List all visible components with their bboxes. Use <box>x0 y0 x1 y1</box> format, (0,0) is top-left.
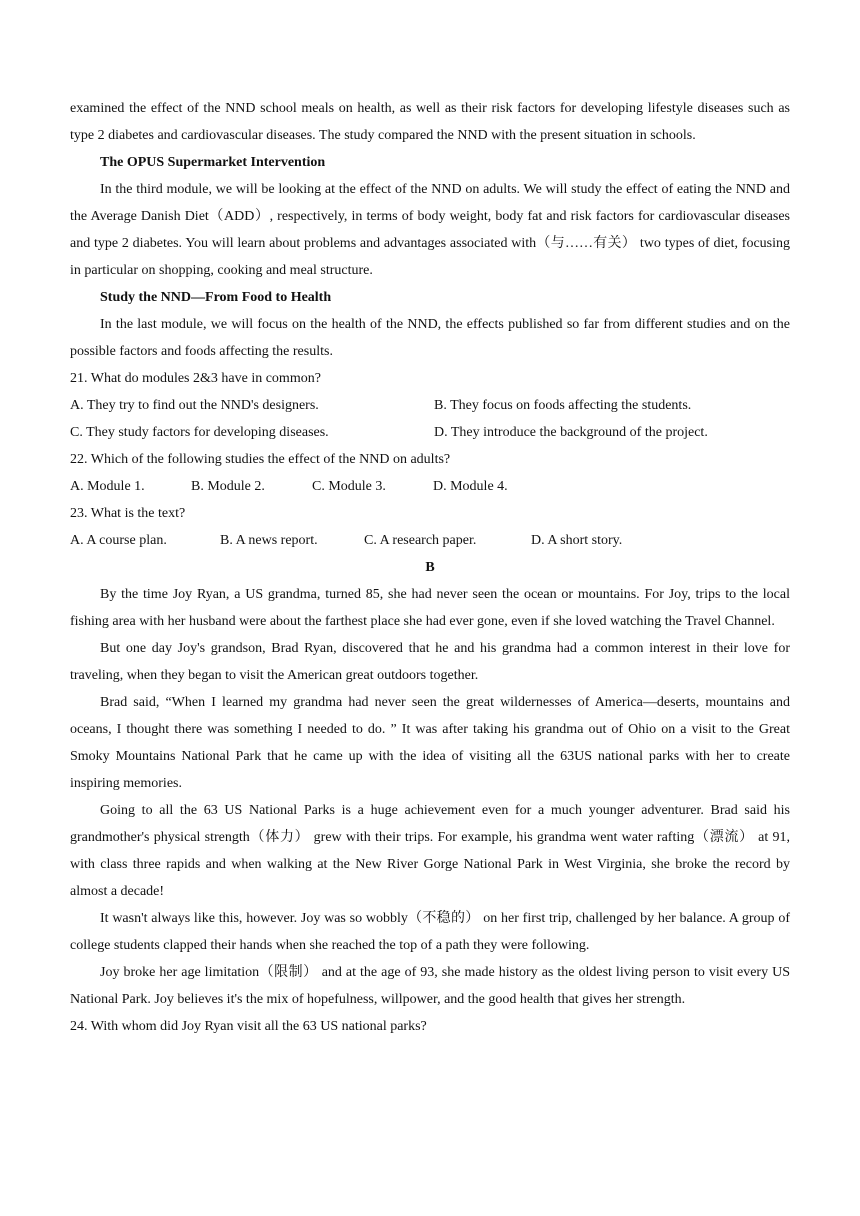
section-b-paragraph-2: But one day Joy's grandson, Brad Ryan, discovered that he and his grandma had a common interest in their love for traveling, when they began to visit the American great outdoors together. <box>70 641 790 683</box>
question-21-options-row-1 <box>70 392 790 419</box>
section-b-paragraph-4: Going to all the 63 US National Parks is a huge achievement even for a much younger adventurer. Brad said his grandmother's physical strength（体力） grew with their trips. For example, his grandma went water rafting（漂流） at 91, with class three rapids and when walking at the New River Gorge National Park in West Virginia, she broke the record by almost a decade! <box>70 803 790 899</box>
question-21-options-row-2 <box>70 419 790 446</box>
question-22-option-a: A. Module 1. <box>70 479 145 494</box>
question-21-option-b: B. They focus on foods affecting the students. <box>434 398 692 413</box>
question-23-options <box>70 527 790 554</box>
section-b-paragraph-3: Brad said, “When I learned my grandma had never seen the great wildernesses of America—deserts, mountains and oceans, I thought there was something I needed to do. ” It was after taking his grandma out of Ohio on a visit to the Great Smoky Mountains National Park that he came up with the idea of visiting all the 63US national parks with her to create inspiring memories. <box>70 695 790 791</box>
module3-heading: The OPUS Supermarket Intervention <box>100 155 326 170</box>
question-23-option-a: A. A course plan. <box>70 533 167 548</box>
question-21-option-d: D. They introduce the background of the project. <box>434 425 708 440</box>
section-b-paragraph-6: Joy broke her age limitation（限制） and at the age of 93, she made history as the oldest living person to visit every US National Park. Joy believes it's the mix of hopefulness, willpower, and the good health that gives her strength. <box>70 965 790 1007</box>
section-b-paragraph-1: By the time Joy Ryan, a US grandma, turned 85, she had never seen the ocean or mountains. For Joy, trips to the local fishing area with her husband were about the farthest place she had ever gone, even if she loved watching the Travel Channel. <box>70 587 790 629</box>
question-23-stem: 23. What is the text? <box>70 506 186 521</box>
question-22-option-b: B. Module 2. <box>191 479 265 494</box>
question-22-options <box>70 473 790 500</box>
question-21-stem: 21. What do modules 2&3 have in common? <box>70 371 321 386</box>
question-23-option-d: D. A short story. <box>531 533 623 548</box>
question-21-option-a: A. They try to find out the NND's designers. <box>70 398 319 413</box>
question-22-option-c: C. Module 3. <box>312 479 386 494</box>
question-23-option-c: C. A research paper. <box>364 533 477 548</box>
section-b-paragraph-5: It wasn't always like this, however. Joy was so wobbly（不稳的） on her first trip, challenged by her balance. A group of college students clapped their hands when she reached the top of a path they were following. <box>70 911 790 953</box>
question-22-stem: 22. Which of the following studies the effect of the NND on adults? <box>70 452 451 467</box>
module4-paragraph: In the last module, we will focus on the health of the NND, the effects published so far from different studies and on the possible factors and foods affecting the results. <box>70 317 790 359</box>
document-content <box>70 95 790 1040</box>
question-23-option-b: B. A news report. <box>220 533 318 548</box>
question-21-option-c: C. They study factors for developing diseases. <box>70 425 329 440</box>
intro-paragraph: examined the effect of the NND school meals on health, as well as their risk factors for developing lifestyle diseases such as type 2 diabetes and cardiovascular diseases. The study compared the NND with the present situation in schools. <box>70 101 790 143</box>
module3-paragraph: In the third module, we will be looking at the effect of the NND on adults. We will study the effect of eating the NND and the Average Danish Diet（ADD）, respectively, in terms of body weight, body fat and risk factors for cardiovascular diseases and type 2 diabetes. You will learn about problems and advantages associated with（与……有关） two types of diet, focusing in particular on shopping, cooking and meal structure. <box>70 182 790 278</box>
module4-heading: Study the NND—From Food to Health <box>100 290 332 305</box>
question-22-option-d: D. Module 4. <box>433 479 508 494</box>
section-b-title: B <box>425 560 435 575</box>
question-24-stem: 24. With whom did Joy Ryan visit all the 63 US national parks? <box>70 1019 427 1034</box>
